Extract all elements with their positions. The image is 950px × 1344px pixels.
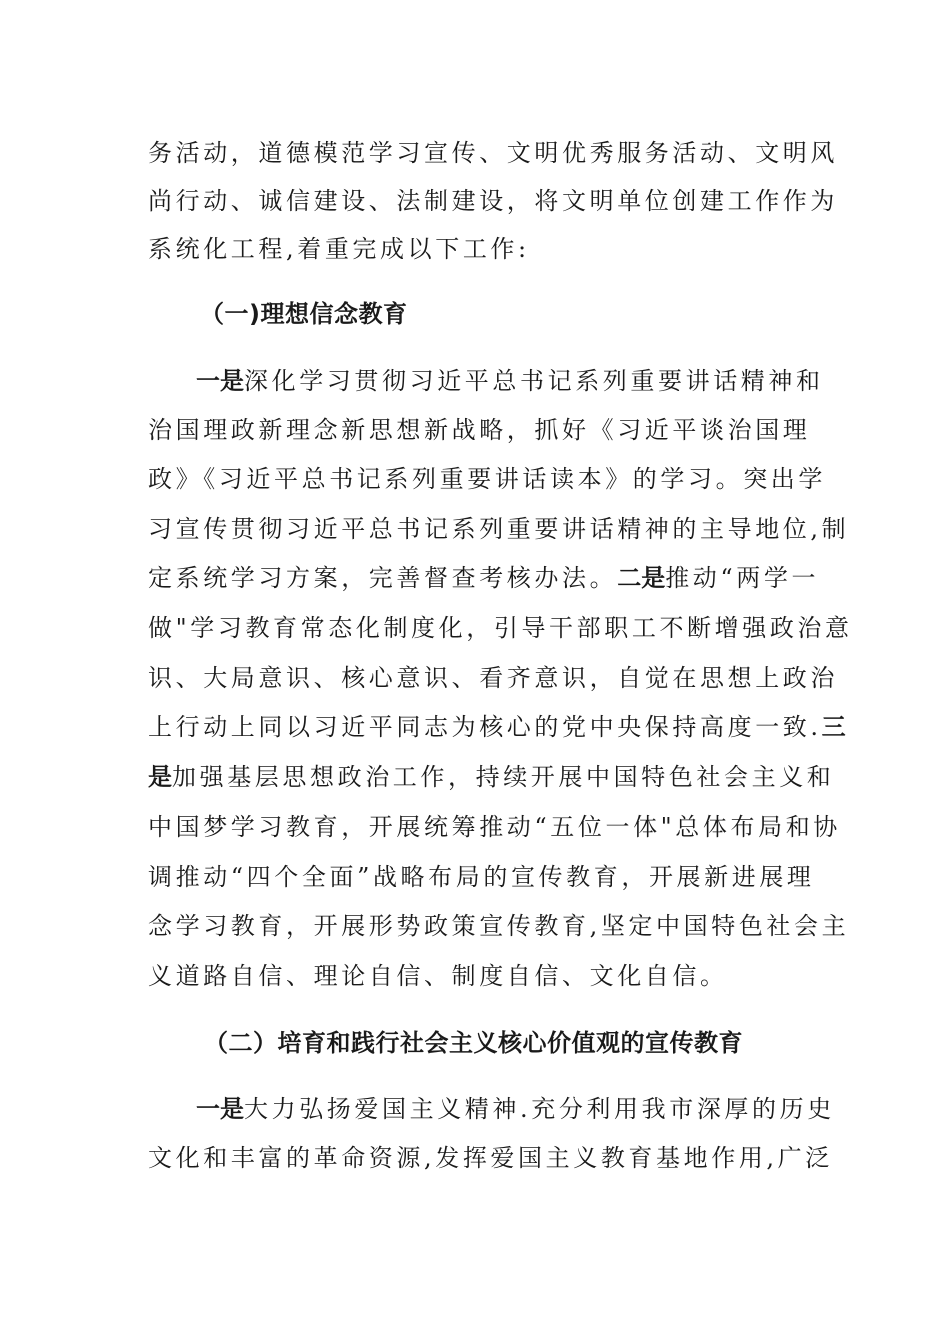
intro-line-1: 务活动，道德模范学习宣传、文明优秀服务活动、文明风 [148,139,838,167]
section-1-line-1-text: 深化学习贯彻习近平总书记系列重要讲话精神和 [244,367,824,395]
section-1-line-5-pre: 定系统学习方案，完善督查考核办法。 [148,564,618,592]
section-1-line-9 [148,762,834,792]
section-1-line-10: 中国梦学习教育，开展统筹推动“五位一体"总体布局和协 [148,813,841,841]
section-1-line-3: 政》《习近平总书记系列重要讲话读本》的学习。突出学 [148,465,826,493]
section-1-line-5-post: 推动“两学一 [665,564,820,592]
intro-line-3: 系统化工程,着重完成以下工作: [148,235,530,263]
section-1-line-13: 义道路自信、理论自信、制度自信、文化自信。 [148,962,728,990]
section-1-heading: （一)理想信念教育 [200,300,408,328]
section-1-line-4: 习宣传贯彻习近平总书记系列重要讲话精神的主导地位,制 [148,515,850,543]
section-2-line-1-text: 大力弘扬爱国主义精神.充分利用我市深厚的历史 [244,1095,835,1123]
section-1-line-8 [148,712,846,742]
section-1-line-1 [196,366,824,396]
section-1-line-8-pre: 上行动上同以习近平同志为核心的党中央保持高度一致. [148,713,822,741]
section-1-line-11: 调推动“四个全面”战略布局的宣传教育，开展新进展理 [148,863,815,891]
point-label-three-part-a: 三 [821,713,846,741]
section-1-line-6: 做"学习教育常态化制度化，引导干部职工不断增强政治意 [148,614,853,642]
section-1-line-2: 治国理政新理念新思想新战略，抓好《习近平谈治国理 [148,416,811,444]
section-1-line-12: 念学习教育，开展形势政策宣传教育,坚定中国特色社会主 [148,912,850,940]
section-1-line-7: 识、大局意识、核心意识、看齐意识，自觉在思想上政治 [148,664,838,692]
section-2-line-2: 文化和丰富的革命资源,发挥爱国主义教育基地作用,广泛 [148,1144,833,1172]
point-label-two: 二是 [617,564,666,592]
section-2-heading: （二）培育和践行社会主义核心价值观的宣传教育 [204,1029,743,1057]
section-2-line-1 [196,1094,835,1124]
point-label-one-s2: 一是 [196,1095,244,1123]
point-label-one: 一是 [196,367,244,395]
section-1-line-9-post: 加强基层思想政治工作，持续开展中国特色社会主义和 [172,763,835,791]
intro-line-2: 尚行动、诚信建设、法制建设，将文明单位创建工作作为 [148,187,838,215]
section-1-line-5 [148,563,819,593]
point-label-three-part-b: 是 [148,763,172,791]
